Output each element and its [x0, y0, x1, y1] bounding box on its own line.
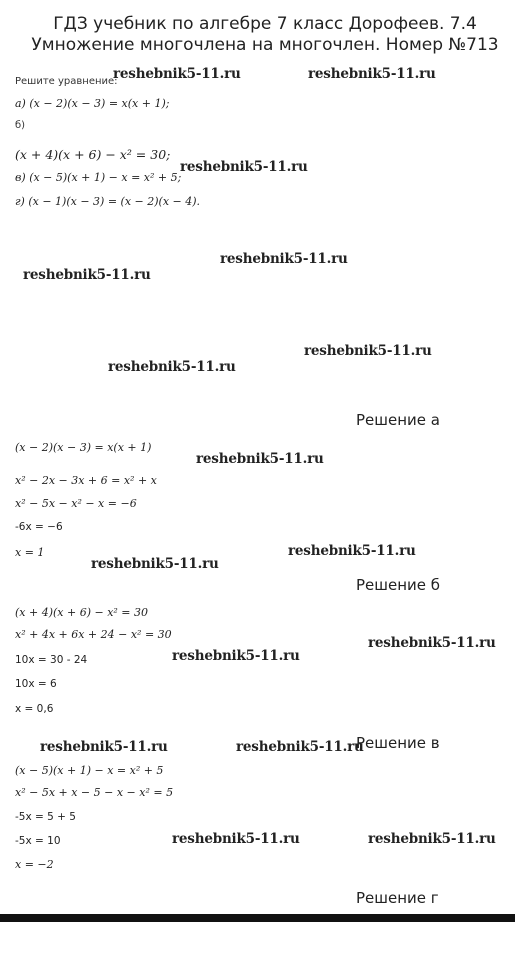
solution-a-line: x = 1 — [15, 546, 45, 559]
solution-v-line: (x − 5)(x + 1) − x = x² + 5 — [15, 764, 164, 777]
solution-v-line: x = −2 — [15, 858, 54, 871]
solution-v-heading: Решение в — [356, 734, 440, 752]
watermark: reshebnik5-11.ru — [172, 831, 300, 847]
task-prompt: Решите уравнение: — [15, 76, 118, 87]
watermark: reshebnik5-11.ru — [308, 66, 436, 82]
solution-b-line: x = 0,6 — [15, 703, 54, 715]
solution-b-line: 10x = 30 - 24 — [15, 654, 88, 666]
bottom-divider — [0, 914, 515, 922]
solution-v-line: x² − 5x + x − 5 − x − x² = 5 — [15, 786, 174, 799]
watermark: reshebnik5-11.ru — [180, 159, 308, 175]
watermark: reshebnik5-11.ru — [91, 556, 219, 572]
solution-b-heading: Решение б — [356, 576, 441, 594]
watermark: reshebnik5-11.ru — [108, 359, 236, 375]
watermark: reshebnik5-11.ru — [113, 66, 241, 82]
solution-a-line: x² − 5x − x² − x = −6 — [15, 497, 137, 510]
solution-v-line: -5x = 10 — [15, 835, 61, 847]
watermark: reshebnik5-11.ru — [236, 739, 364, 755]
solution-a-line: (x − 2)(x − 3) = x(x + 1) — [15, 441, 152, 454]
watermark: reshebnik5-11.ru — [368, 635, 496, 651]
task-v: в) (x − 5)(x + 1) − x = x² + 5; — [15, 171, 182, 184]
task-g: г) (x − 1)(x − 3) = (x − 2)(x − 4). — [15, 195, 201, 208]
solution-b-line: x² + 4x + 6x + 24 − x² = 30 — [15, 628, 172, 641]
watermark: reshebnik5-11.ru — [172, 648, 300, 664]
watermark: reshebnik5-11.ru — [304, 343, 432, 359]
watermark: reshebnik5-11.ru — [288, 543, 416, 559]
watermark: reshebnik5-11.ru — [220, 251, 348, 267]
watermark: reshebnik5-11.ru — [368, 831, 496, 847]
solution-v-line: -5x = 5 + 5 — [15, 811, 76, 823]
solution-g-heading: Решение г — [356, 889, 439, 907]
task-b-label: б) — [15, 120, 26, 131]
task-b: (x + 4)(x + 6) − x² = 30; — [15, 147, 171, 162]
solution-b-line: 10x = 6 — [15, 678, 57, 690]
watermark: reshebnik5-11.ru — [196, 451, 324, 467]
page-title: ГДЗ учебник по алгебре 7 класс Дорофеев. 7.4 Умножение многочлена на многочлен. Номер №713 — [31, 14, 499, 55]
watermark: reshebnik5-11.ru — [40, 739, 168, 755]
solution-a-heading: Решение а — [356, 411, 440, 429]
task-a: а) (x − 2)(x − 3) = x(x + 1); — [15, 97, 170, 110]
solution-b-line: (x + 4)(x + 6) − x² = 30 — [15, 606, 149, 619]
solution-a-line: x² − 2x − 3x + 6 = x² + x — [15, 474, 157, 487]
watermark: reshebnik5-11.ru — [23, 267, 151, 283]
solution-a-line: -6x = −6 — [15, 521, 63, 533]
